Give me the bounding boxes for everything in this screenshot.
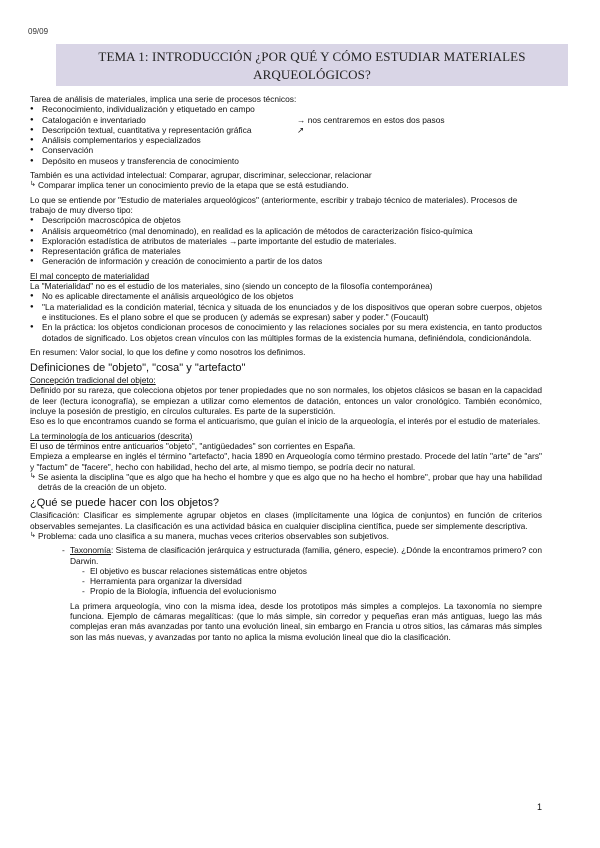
list-item: ● Análisis arqueométrico (mal denominado), en realidad es la aplicación de métodos de caracterización físico-química: [30, 226, 542, 236]
title-banner: [56, 44, 568, 86]
list-item: - Herramienta para organizar la diversidad: [82, 576, 542, 586]
arrow-note: ↳ Se asienta la disciplina "que es algo que ha hecho el hombre y que es algo que no ha hecho el hombre", probar que hay una habilidad detrás de la creación de un objeto.: [30, 472, 542, 493]
title-line-1: TEMA 1: INTRODUCCIÓN ¿POR QUÉ Y CÓMO ESTUDIAR MATERIALES: [98, 49, 526, 64]
arrow-note: ↳ Comparar implica tener un conocimiento previo de la etapa que se está estudiando.: [30, 180, 542, 190]
side-arrow: ↗: [297, 124, 305, 135]
page-title: [56, 44, 568, 84]
list-item: - Propio de la Biología, influencia del evolucionismo: [82, 586, 542, 596]
arrow-note: ↳ Problema: cada uno clasifica a su manera, muchas veces criterios observables son subjetivos.: [30, 531, 542, 541]
subsection-heading: La terminología de los anticuarios (descrita): [30, 430, 193, 441]
list-item: ● En la práctica: los objetos condicionan procesos de conocimiento y las relaciones sociales por su mera existencia, en tanto productos dotados de significado. Los objetos crean vínculos con las múltiples formas de la existencia humana, definiéndola, condicionándola.: [30, 322, 542, 343]
side-note: → nos centraremos en estos dos pasos: [297, 114, 445, 125]
list-item: ● Representación gráfica de materiales: [30, 246, 542, 256]
page-date: 09/09: [28, 27, 49, 36]
taxonomy-item: - Taxonomía: Sistema de clasificación jerárquica y estructurada (familia, género, especie). ¿Dónde la encontramos primero? con Darwin.: [62, 545, 542, 566]
section-heading: El mal concepto de materialidad: [30, 270, 150, 281]
paragraph: La primera arqueología, vino con la misma idea, desde los prototipos más simples a complejos. La taxonomía no siempre funciona. Ejemplo de cámaras megalíticas: (que lo más simple, sin corredor y pequeñas eran más antiguas, luego las más complejas eran más avanzadas por tanto una evolución lineal, sin embargo en Francia u otros sitios, las cámaras más simples son las más nuevas, y avanzadas por tanto no aplica la misma evolución lineal que dio la clasificación.: [70, 600, 542, 642]
list-item: ● Descripción textual, cuantitativa y representación gráfica ↗: [30, 125, 542, 135]
list-item: ● Reconocimiento, individualización y etiquetado en campo: [30, 104, 542, 114]
list-item: ● Depósito en museos y transferencia de conocimiento: [30, 156, 542, 166]
page-number: 1: [536, 802, 542, 812]
paragraph: Definido por su rareza, que colecciona objetos por tener propiedades que no son normales, los objetos clásicos se basan en la capacidad de leer (lectura iconografía), se empiezan a utilizar como elementos de datación, entonces un valor cronológico. También económico, incluye la posesión de prestigio, en círculos culturales. Es parte de la superstición.: [30, 385, 542, 417]
process-list: [30, 104, 542, 166]
paragraph: Lo que se entiende por "Estudio de materiales arqueológicos" (anteriormente, escribir y trabajo técnico de materiales). Procesos de trabajo de muy diverso tipo:: [30, 194, 518, 215]
taxonomy-label: Taxonomía: [70, 545, 111, 556]
paragraph: También es una actividad intelectual: Comparar, agrupar, discriminar, seleccionar, relacionar: [30, 170, 372, 181]
list-item: ● Exploración estadística de atributos de materiales →parte importante del estudio de materiales.: [30, 236, 542, 246]
section-heading: Definiciones de "objeto", "cosa" y "artefacto": [30, 362, 246, 375]
taxonomy-text: : Sistema de clasificación jerárquica y estructurada (familia, género, especie). ¿Dónde la encontramos primero? con Darwin.: [70, 545, 542, 566]
paragraph: El uso de términos entre anticuarios "objeto", "antigüedades" son corrientes en España.: [30, 440, 356, 451]
paragraph: Empieza a emplearse en inglés el término "artefacto", hacia 1890 en Arqueología como término prestado. Procede del latín "arte" de "ars" y "factum" de "facere", hecho con habilidad, hecho del arte, al mismo tiempo, se podría decir no natural.: [30, 451, 542, 472]
list-item: ● "La materialidad es la condición material, técnica y situada de los enunciados y de los dispositivos que operan sobre cuerpos, objetos e instituciones. Es el plano sobre el que se producen (y además se expresan) saber y poder." (Foucault): [30, 302, 542, 323]
paragraph: Clasificación: Clasificar es simplemente agrupar objetos en clases (implícitamente una lógica de conjuntos) en función de criterios observables semejantes. La clasificación es una actividad básica en cualquier disciplina científica, puede ser simplemente descriptiva.: [30, 510, 542, 531]
paragraph: En resumen: Valor social, lo que los define y como nosotros los definimos.: [30, 346, 306, 357]
paragraph: La "Materialidad" no es el estudio de los materiales, sino (siendo un concepto de la filosofía contemporánea): [30, 281, 433, 292]
taxonomy-sublist: [82, 566, 542, 597]
list-item: ● No es aplicable directamente el análisis arqueológico de los objetos: [30, 291, 542, 301]
list-item: ● Conservación: [30, 145, 542, 155]
materiality-list: [30, 291, 542, 342]
subsection-heading: Concepción tradicional del objeto:: [30, 375, 156, 386]
list-item: - El objetivo es buscar relaciones sistemáticas entre objetos: [82, 566, 542, 576]
document-body: [30, 94, 542, 642]
title-line-2: ARQUEOLÓGICOS?: [253, 67, 371, 82]
work-process-list: [30, 215, 542, 266]
section-heading: ¿Qué se puede hacer con los objetos?: [30, 497, 219, 510]
list-item: ● Descripción macroscópica de objetos: [30, 215, 542, 225]
list-item: ● Catalogación e inventariado → nos centraremos en estos dos pasos: [30, 115, 542, 125]
list-item: ● Análisis complementarios y especializados: [30, 135, 542, 145]
paragraph: Eso es lo que encontramos cuando se forma el anticuarismo, que guían el inicio de la arqueología, el interés por el estudio de materiales.: [30, 416, 541, 427]
list-item: ● Generación de información y creación de conocimiento a partir de los datos: [30, 256, 542, 266]
paragraph: Tarea de análisis de materiales, implica una serie de procesos técnicos:: [30, 94, 297, 104]
